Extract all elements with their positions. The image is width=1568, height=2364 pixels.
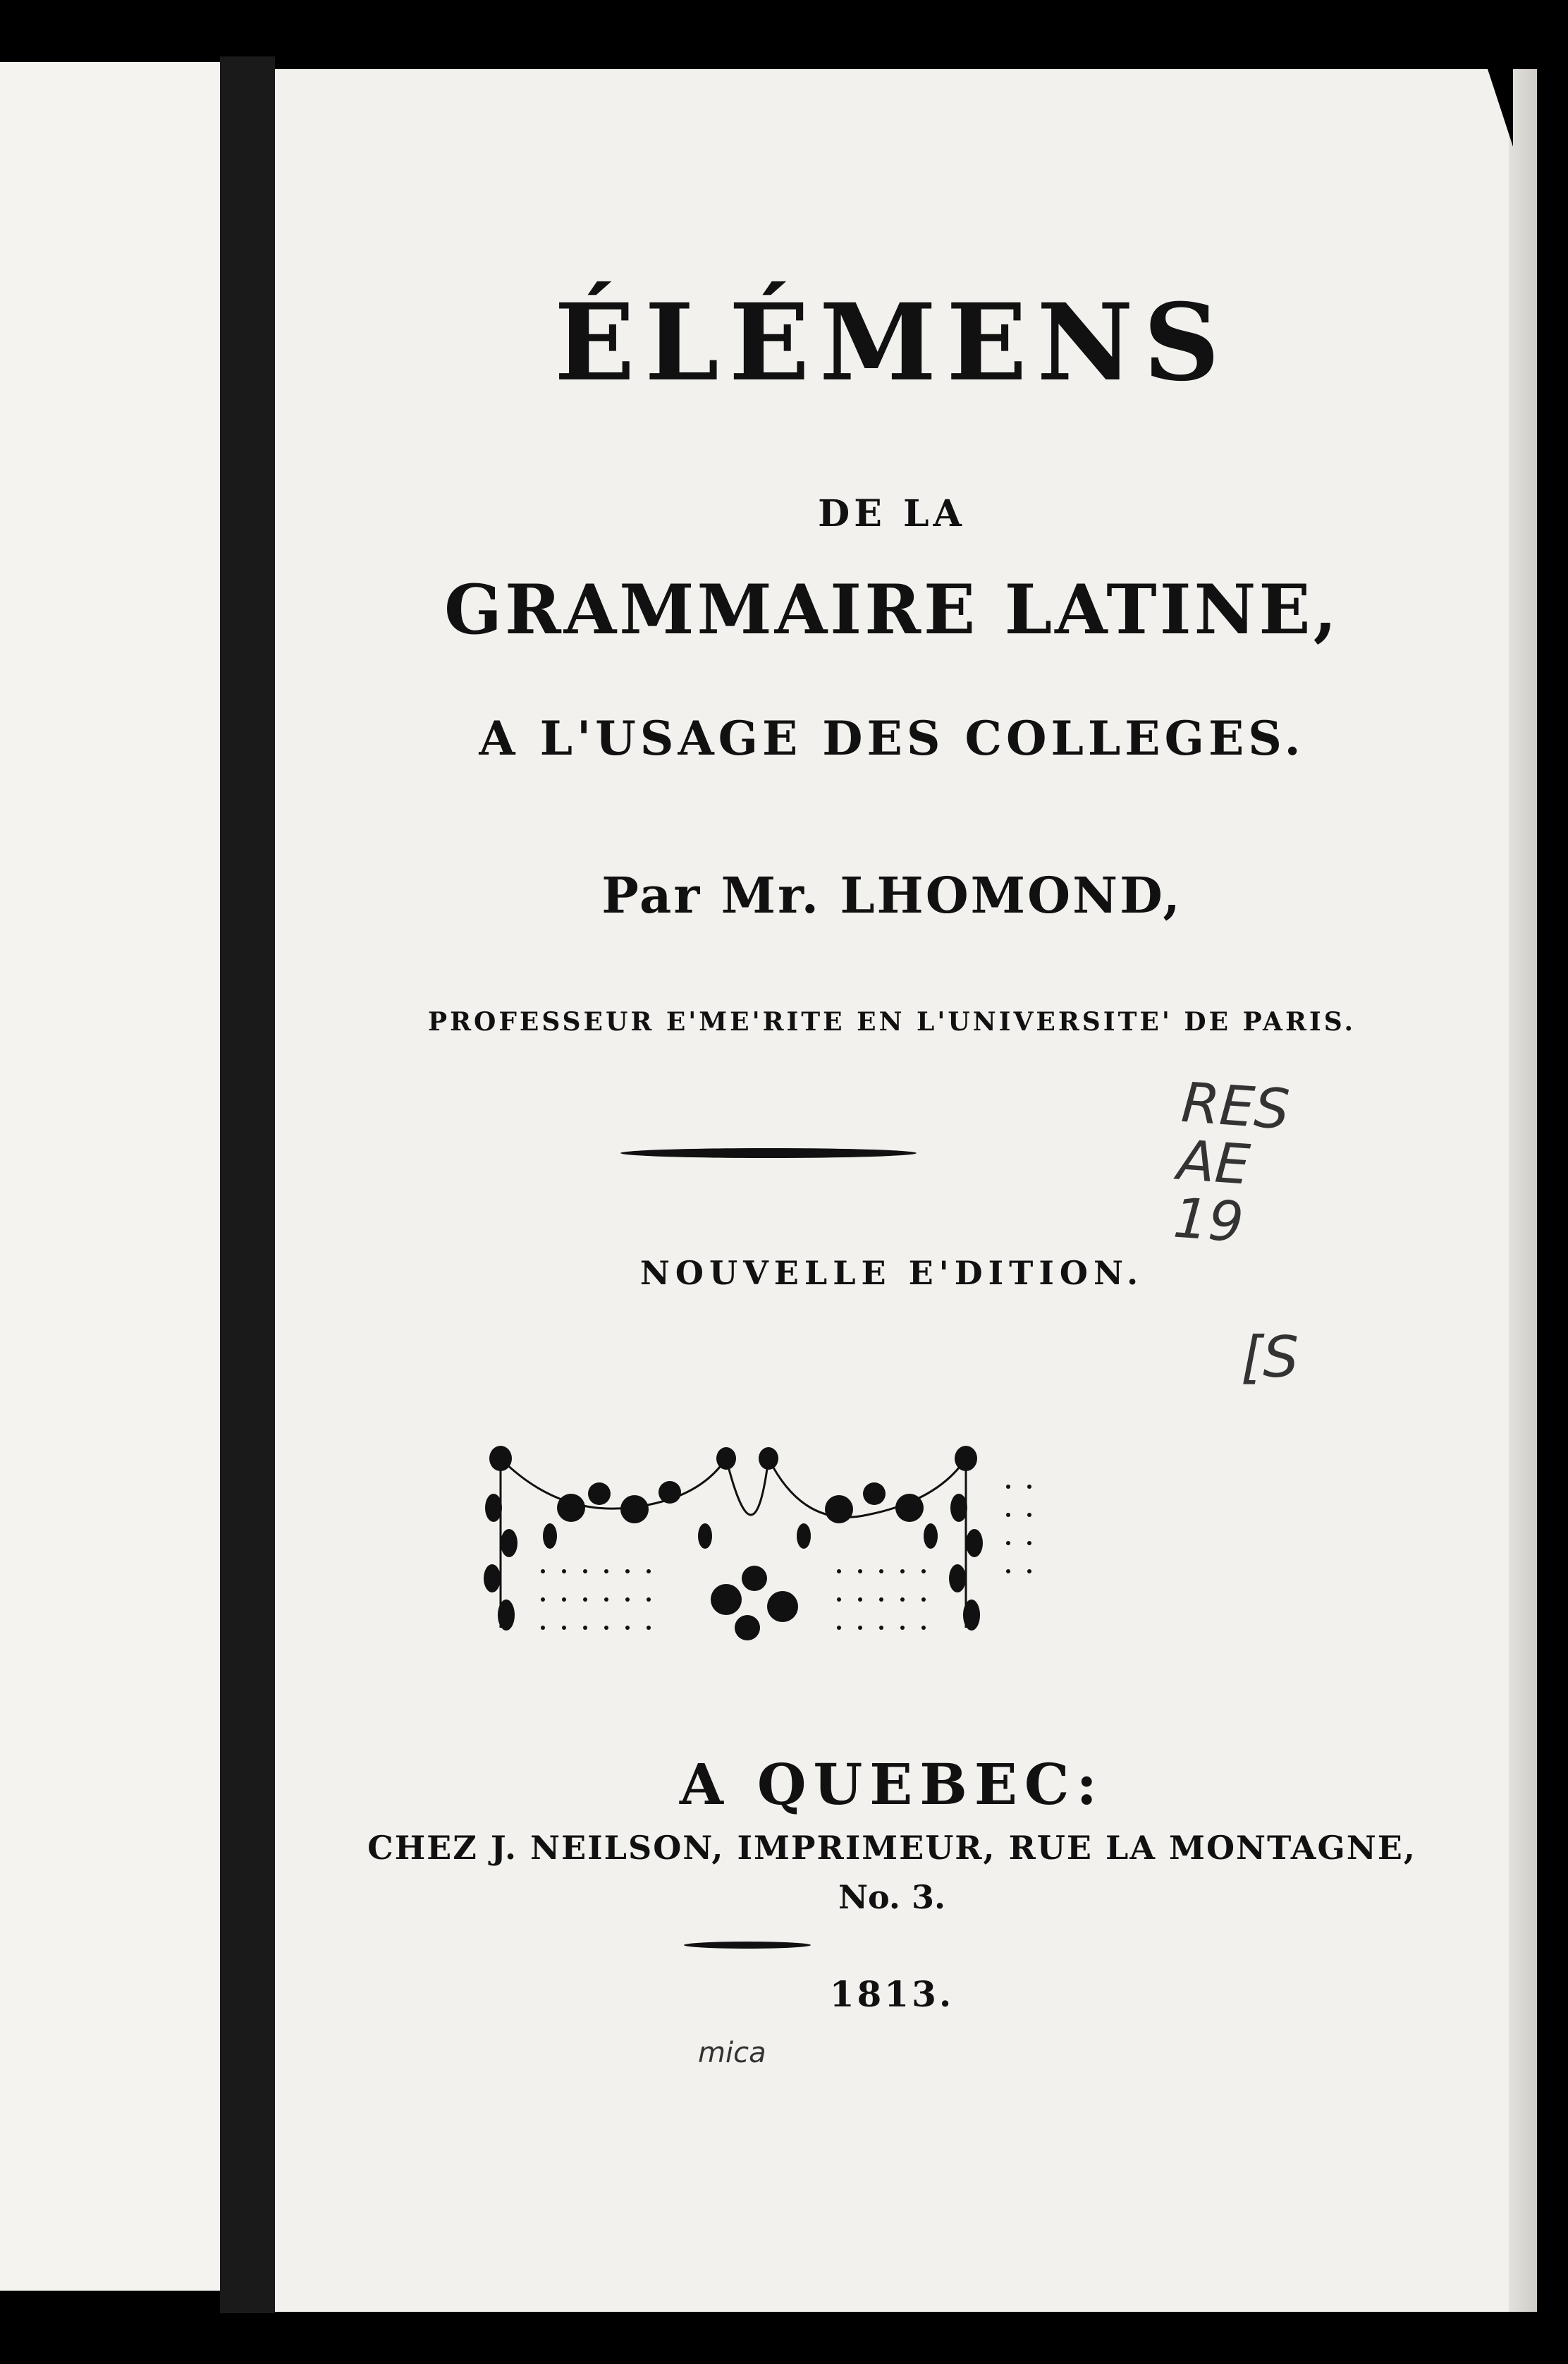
shelfmark-line-1: RES bbox=[1179, 1071, 1292, 1143]
shelfmark-line-2: AE bbox=[1175, 1128, 1252, 1198]
floral-ornament bbox=[472, 1430, 1065, 1670]
title-connector: DE LA bbox=[818, 492, 966, 535]
edition-line: NOUVELLE E'DITION. bbox=[639, 1254, 1144, 1292]
imprint-city: A QUEBEC: bbox=[679, 1751, 1105, 1817]
imprint-year: 1813. bbox=[829, 1973, 955, 2015]
imprint-printer: CHEZ J. NEILSON, IMPRIMEUR, RUE LA MONTAGNE, bbox=[367, 1829, 1416, 1867]
handwritten-note: mica bbox=[698, 2037, 766, 2069]
shelfmark-line-3: 19 bbox=[1171, 1186, 1246, 1255]
handwritten-shelfmark bbox=[1171, 1071, 1292, 1255]
author-credentials: PROFESSEUR E'ME'RITE EN L'UNIVERSITE' DE PARIS. bbox=[428, 1007, 1356, 1037]
title-page bbox=[275, 69, 1516, 2312]
facing-page bbox=[0, 62, 220, 2291]
book-title: ÉLÉMENS bbox=[554, 281, 1230, 405]
book-gutter bbox=[220, 56, 275, 2313]
divider-rule bbox=[620, 1148, 917, 1158]
book-subtitle: GRAMMAIRE LATINE, bbox=[444, 570, 1340, 650]
page-edge bbox=[1509, 69, 1537, 2312]
short-divider-rule bbox=[684, 1942, 811, 1949]
handwritten-bracket-s: [S bbox=[1241, 1324, 1299, 1390]
author-line: Par Mr. LHOMOND, bbox=[601, 866, 1182, 925]
imprint-number: No. 3. bbox=[838, 1878, 945, 1916]
corner-fold bbox=[1471, 69, 1513, 147]
audience-line: A L'USAGE DES COLLEGES. bbox=[479, 711, 1305, 766]
